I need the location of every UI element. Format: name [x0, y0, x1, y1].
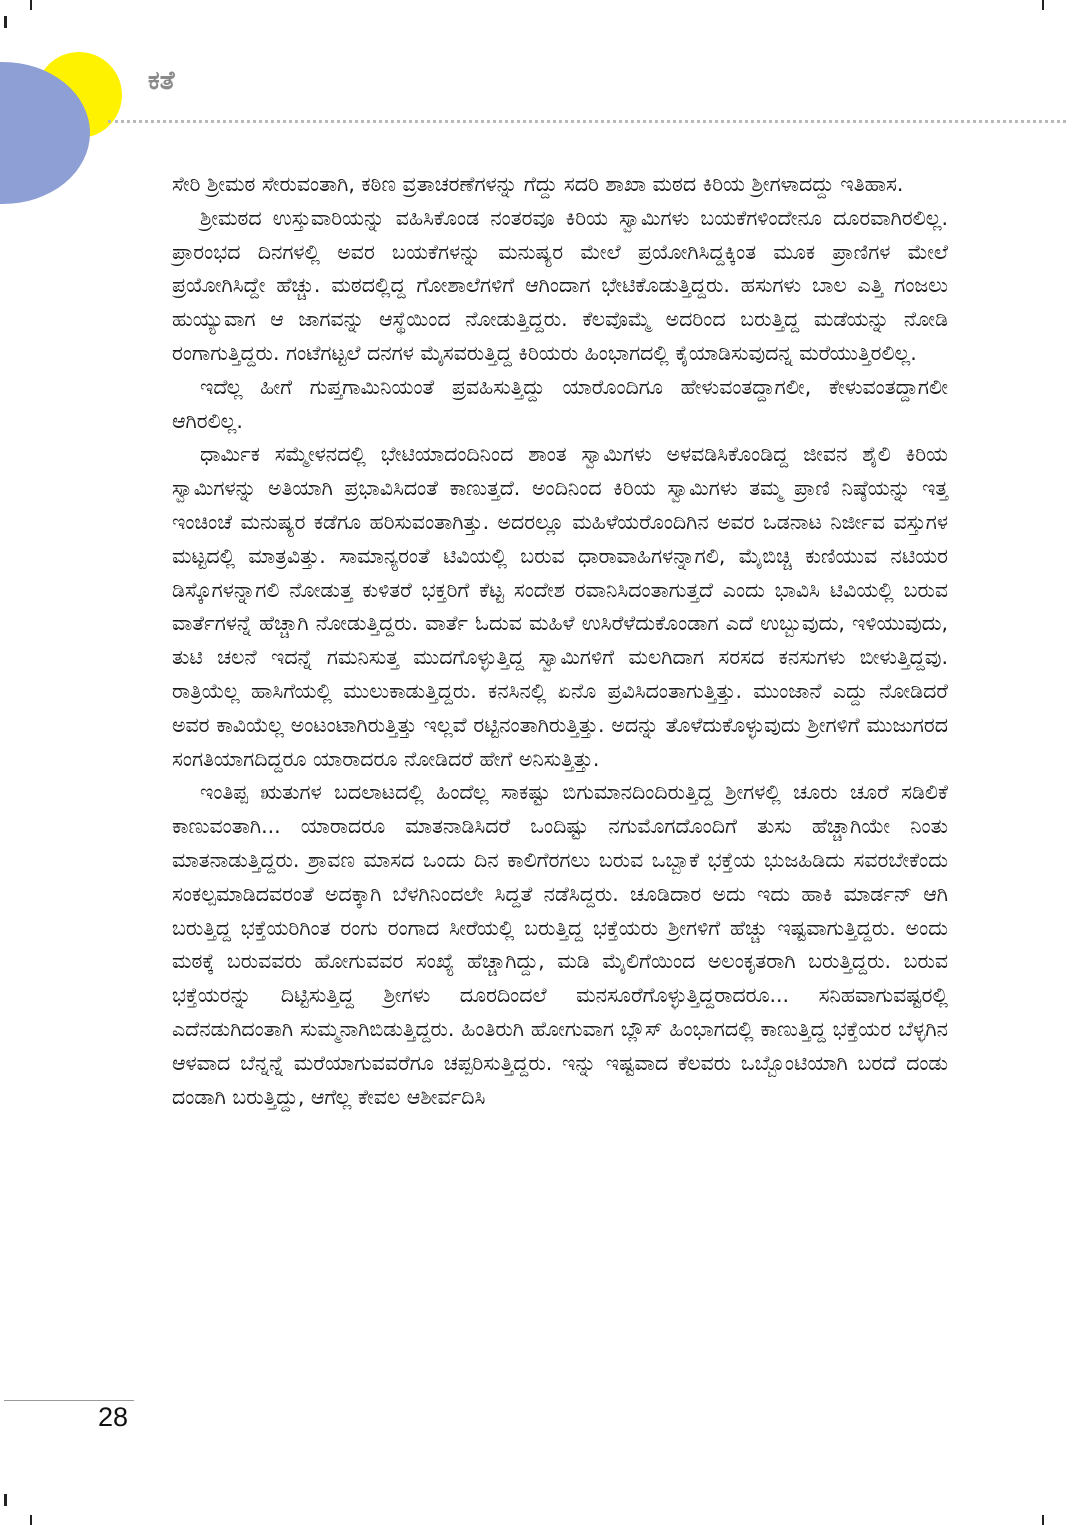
paragraph: ಇಂತಿಪ್ಪ ಋತುಗಳ ಬದಲಾಟದಲ್ಲಿ ಹಿಂದೆಲ್ಲ ಸಾಕಷ್ಟು ಬಿಗುಮಾನದಿಂದಿರುತ್ತಿದ್ದ ಶ್ರೀಗಳಲ್ಲಿ ಚೂರು ಚೂರೆ ಸಡಿಲಿಕೆ ಕಾಣುವಂತಾಗಿ... ಯಾರಾದರೂ ಮಾತನಾಡಿಸಿದರೆ ಒಂದಿಷ್ಟು ನಗುಮೊಗದೊಂದಿಗೆ ತುಸು ಹೆಚ್ಚಾಗಿಯೇ ನಿಂತು ಮಾತನಾಡುತ್ತಿದ್ದರು. ಶ್ರಾವಣ ಮಾಸದ ಒಂದು ದಿನ ಕಾಲಿಗೆರಗಲು ಬರುವ ಒಬ್ಬಾಕೆ ಭಕ್ತೆಯ ಭುಜಹಿಡಿದು ಸವರಬೇಕೆಂದು ಸಂಕಲ್ಪಮಾಡಿದವರಂತೆ ಅದಕ್ಕಾಗಿ ಬೆಳಗಿನಿಂದಲೇ ಸಿದ್ದತೆ ನಡೆಸಿದ್ದರು. ಚೂಡಿದಾರ ಅದು ಇದು ಹಾಕಿ ಮಾರ್ಡನ್ ಆಗಿ ಬರುತ್ತಿದ್ದ ಭಕ್ತೆಯರಿಗಿಂತ ರಂಗು ರಂಗಾದ ಸೀರೆಯಲ್ಲಿ ಬರುತ್ತಿದ್ದ ಭಕ್ತೆಯರು ಶ್ರೀಗಳಿಗೆ ಹೆಚ್ಚು ಇಷ್ಟವಾಗುತ್ತಿದ್ದರು. ಅಂದು ಮಠಕ್ಕೆ ಬರುವವರು ಹೋಗುವವರ ಸಂಖ್ಯೆ ಹೆಚ್ಚಾಗಿದ್ದು, ಮಡಿ ಮೈಲಿಗೆಯಿಂದ ಅಲಂಕೃತರಾಗಿ ಬರುತ್ತಿದ್ದರು. ಬರುವ ಭಕ್ತೆಯರನ್ನು ದಿಟ್ಟಿಸುತ್ತಿದ್ದ ಶ್ರೀಗಳು ದೂರದಿಂದಲೆ ಮನಸೂರೆಗೊಳ್ಳುತ್ತಿದ್ದರಾದರೂ... ಸನಿಹವಾಗುವಷ್ಟರಲ್ಲಿ ಎದೆನಡುಗಿದಂತಾಗಿ ಸುಮ್ಮನಾಗಿಬಿಡುತ್ತಿದ್ದರು. ಹಿಂತಿರುಗಿ ಹೋಗುವಾಗ ಬ್ಲೌಸ್ ಹಿಂಭಾಗದಲ್ಲಿ ಕಾಣುತ್ತಿದ್ದ ಭಕ್ತೆಯರ ಬೆಳ್ಳಗಿನ ಆಳವಾದ ಬೆನ್ನನ್ನೆ ಮರೆಯಾಗುವವರೆಗೂ ಚಪ್ಪರಿಸುತ್ತಿದ್ದರು. ಇನ್ನು ಇಷ್ಟವಾದ ಕೆಲವರು ಒಬ್ಬೊಂಟಿಯಾಗಿ ಬರದೆ ದಂಡು ದಂಡಾಗಿ ಬರುತ್ತಿದ್ದು, ಆಗೆಲ್ಲ ಕೇವಲ ಆಶೀರ್ವದಿಸಿ	[172, 780, 948, 1109]
crop-mark-top-left	[4, 16, 7, 28]
section-label: ಕತೆ	[148, 66, 175, 96]
crop-mark-top-right	[1042, 0, 1044, 10]
crop-mark-bottom-mid	[30, 1515, 32, 1525]
page-number: 28	[98, 1402, 129, 1432]
paragraph: ಇದೆಲ್ಲ ಹೀಗೆ ಗುಪ್ತಗಾಮಿನಿಯಂತೆ ಪ್ರವಹಿಸುತ್ತಿದ್ದು ಯಾರೊಂದಿಗೂ ಹೇಳುವಂತದ್ದಾಗಲೀ, ಕೇಳುವಂತದ್ದಾಗಲೀ ಆಗಿರಲಿಲ್ಲ.	[172, 374, 948, 433]
crop-mark-top-mid	[30, 0, 32, 10]
paragraph: ಶ್ರೀಮಠದ ಉಸ್ತುವಾರಿಯನ್ನು ವಹಿಸಿಕೊಂಡ ನಂತರವೂ ಕಿರಿಯ ಸ್ವಾಮಿಗಳು ಬಯಕೆಗಳಿಂದೇನೂ ದೂರವಾಗಿರಲಿಲ್ಲ. ಪ್ರಾರಂಭದ ದಿನಗಳಲ್ಲಿ ಅವರ ಬಯಕೆಗಳನ್ನು ಮನುಷ್ಯರ ಮೇಲೆ ಪ್ರಯೋಗಿಸಿದ್ದಕ್ಕಿಂತ ಮೂಕ ಪ್ರಾಣಿಗಳ ಮೇಲೆ ಪ್ರಯೋಗಿಸಿದ್ದೇ ಹೆಚ್ಚು. ಮಠದಲ್ಲಿದ್ದ ಗೋಶಾಲೆಗಳಿಗೆ ಆಗಿಂದಾಗ ಭೇಟಿಕೊಡುತ್ತಿದ್ದರು. ಹಸುಗಳು ಬಾಲ ಎತ್ತಿ ಗಂಜಲು ಹುಯ್ಯುವಾಗ ಆ ಜಾಗವನ್ನು ಆಸ್ಥೆಯಿಂದ ನೋಡುತ್ತಿದ್ದರು. ಕೆಲವೊಮ್ಮೆ ಅದರಿಂದ ಬರುತ್ತಿದ್ದ ಮಡೆಯನ್ನು ನೋಡಿ ರಂಗಾಗುತ್ತಿದ್ದರು. ಗಂಟೆಗಟ್ಟಲೆ ದನಗಳ ಮೈಸವರುತ್ತಿದ್ದ ಕಿರಿಯರು ಹಿಂಭಾಗದಲ್ಲಿ ಕೈಯಾಡಿಸುವುದನ್ನ ಮರೆಯುತ್ತಿರಲಿಲ್ಲ.	[172, 205, 948, 365]
paragraph: ಧಾರ್ಮಿಕ ಸಮ್ಮೇಳನದಲ್ಲಿ ಭೇಟಿಯಾದಂದಿನಿಂದ ಶಾಂತ ಸ್ವಾಮಿಗಳು ಅಳವಡಿಸಿಕೊಂಡಿದ್ದ ಜೀವನ ಶೈಲಿ ಕಿರಿಯ ಸ್ವಾಮಿಗಳನ್ನು ಅತಿಯಾಗಿ ಪ್ರಭಾವಿಸಿದಂತೆ ಕಾಣುತ್ತದೆ. ಅಂದಿನಿಂದ ಕಿರಿಯ ಸ್ವಾಮಿಗಳು ತಮ್ಮ ಪ್ರಾಣಿ ನಿಷ್ಠೆಯನ್ನು ಇತ್ತ ಇಂಚಿಂಚೆ ಮನುಷ್ಯರ ಕಡೆಗೂ ಹರಿಸುವಂತಾಗಿತ್ತು. ಅದರಲ್ಲೂ ಮಹಿಳೆಯರೊಂದಿಗಿನ ಅವರ ಒಡನಾಟ ನಿರ್ಜೀವ ವಸ್ತುಗಳ ಮಟ್ಟದಲ್ಲಿ ಮಾತ್ರವಿತ್ತು. ಸಾಮಾನ್ಯರಂತೆ ಟಿವಿಯಲ್ಲಿ ಬರುವ ಧಾರಾವಾಹಿಗಳನ್ನಾಗಲಿ, ಮೈಬಿಚ್ಚಿ ಕುಣಿಯುವ ನಟಿಯರ ಡಿಸ್ಕೊಗಳನ್ನಾಗಲಿ ನೋಡುತ್ತ ಕುಳಿತರೆ ಭಕ್ತರಿಗೆ ಕೆಟ್ಟ ಸಂದೇಶ ರವಾನಿಸಿದಂತಾಗುತ್ತದೆ ಎಂದು ಭಾವಿಸಿ ಟಿವಿಯಲ್ಲಿ ಬರುವ ವಾರ್ತೆಗಳನ್ನೆ ಹೆಚ್ಚಾಗಿ ನೋಡುತ್ತಿದ್ದರು. ವಾರ್ತೆ ಓದುವ ಮಹಿಳೆ ಉಸಿರೆಳೆದುಕೊಂಡಾಗ ಎದೆ ಉಬ್ಬುವುದು, ಇಳಿಯುವುದು, ತುಟಿ ಚಲನೆ ಇದನ್ನೆ ಗಮನಿಸುತ್ತ ಮುದಗೊಳ್ಳುತ್ತಿದ್ದ ಸ್ವಾಮಿಗಳಿಗೆ ಮಲಗಿದಾಗ ಸರಸದ ಕನಸುಗಳು ಬೀಳುತ್ತಿದ್ದವು. ರಾತ್ರಿಯೆಲ್ಲ ಹಾಸಿಗೆಯಲ್ಲಿ ಮುಲುಕಾಡುತ್ತಿದ್ದರು. ಕನಸಿನಲ್ಲಿ ಏನೊ ಪ್ರವಿಸಿದಂತಾಗುತ್ತಿತ್ತು. ಮುಂಜಾನೆ ಎದ್ದು ನೋಡಿದರೆ ಅವರ ಕಾವಿಯೆಲ್ಲ ಅಂಟಂಟಾಗಿರುತ್ತಿತ್ತು ಇಲ್ಲವೆ ರಟ್ಟಿನಂತಾಗಿರುತ್ತಿತ್ತು. ಅದನ್ನು ತೊಳೆದುಕೊಳ್ಳುವುದು ಶ್ರೀಗಳಿಗೆ ಮುಜುಗರದ ಸಂಗತಿಯಾಗದಿದ್ದರೂ ಯಾರಾದರೂ ನೋಡಿದರೆ ಹೇಗೆ ಅನಿಸುತ್ತಿತ್ತು.	[172, 442, 948, 771]
crop-mark-bottom-right	[1042, 1515, 1044, 1525]
header-dotted-divider	[108, 120, 1066, 123]
paragraph-continuation: ಸೇರಿ ಶ್ರೀಮಠ ಸೇರುವಂತಾಗಿ, ಕಠಿಣ ವ್ರತಾಚರಣೆಗಳನ್ನು ಗೆದ್ದು ಸದರಿ ಶಾಖಾ ಮಠದ ಕಿರಿಯ ಶ್ರೀಗಳಾದದ್ದು ಇತಿಹಾಸ.	[172, 172, 904, 196]
story-body	[172, 168, 948, 1114]
footer-divider	[4, 1400, 134, 1401]
crop-mark-bottom-left	[4, 1494, 7, 1506]
